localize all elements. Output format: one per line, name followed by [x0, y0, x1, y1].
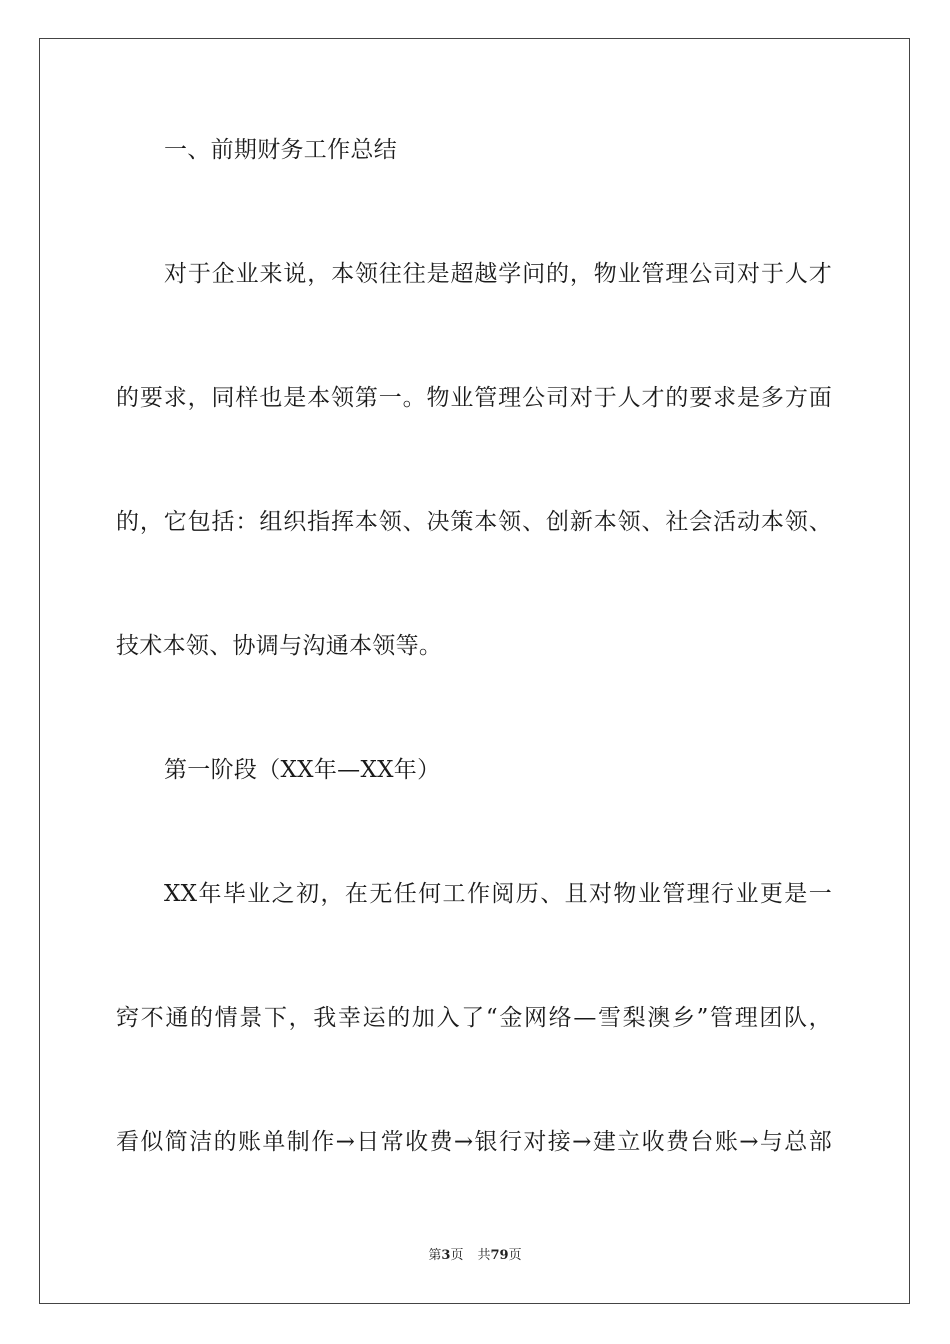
section-heading: 一、前期财务工作总结 — [164, 137, 397, 163]
page-border — [39, 38, 910, 1304]
current-page-number: 3 — [441, 1248, 451, 1263]
page-unit: 页 — [450, 1248, 464, 1263]
paragraph-line: 技术本领、协调与沟通本领等。 — [116, 633, 443, 659]
total-prefix: 共 — [477, 1248, 491, 1263]
page-prefix: 第 — [428, 1248, 442, 1263]
page-footer — [0, 1247, 950, 1265]
paragraph-line: 窍不通的情景下，我幸运的加入了“金网络—雪梨澳乡”管理团队， — [116, 1005, 832, 1031]
total-page-number: 79 — [490, 1248, 509, 1263]
total-unit: 页 — [508, 1248, 522, 1263]
stage-subheading: 第一阶段（XX年—XX年） — [164, 757, 441, 783]
paragraph-line: 的，它包括：组织指挥本领、决策本领、创新本领、社会活动本领、 — [116, 509, 832, 535]
paragraph-line: 的要求，同样也是本领第一。物业管理公司对于人才的要求是多方面 — [116, 385, 832, 411]
paragraph-line: 看似简洁的账单制作→日常收费→银行对接→建立收费台账→与总部 — [116, 1129, 832, 1155]
paragraph-line: 对于企业来说，本领往往是超越学问的，物业管理公司对于人才 — [164, 261, 832, 287]
paragraph-line: XX年毕业之初，在无任何工作阅历、且对物业管理行业更是一 — [164, 881, 832, 907]
